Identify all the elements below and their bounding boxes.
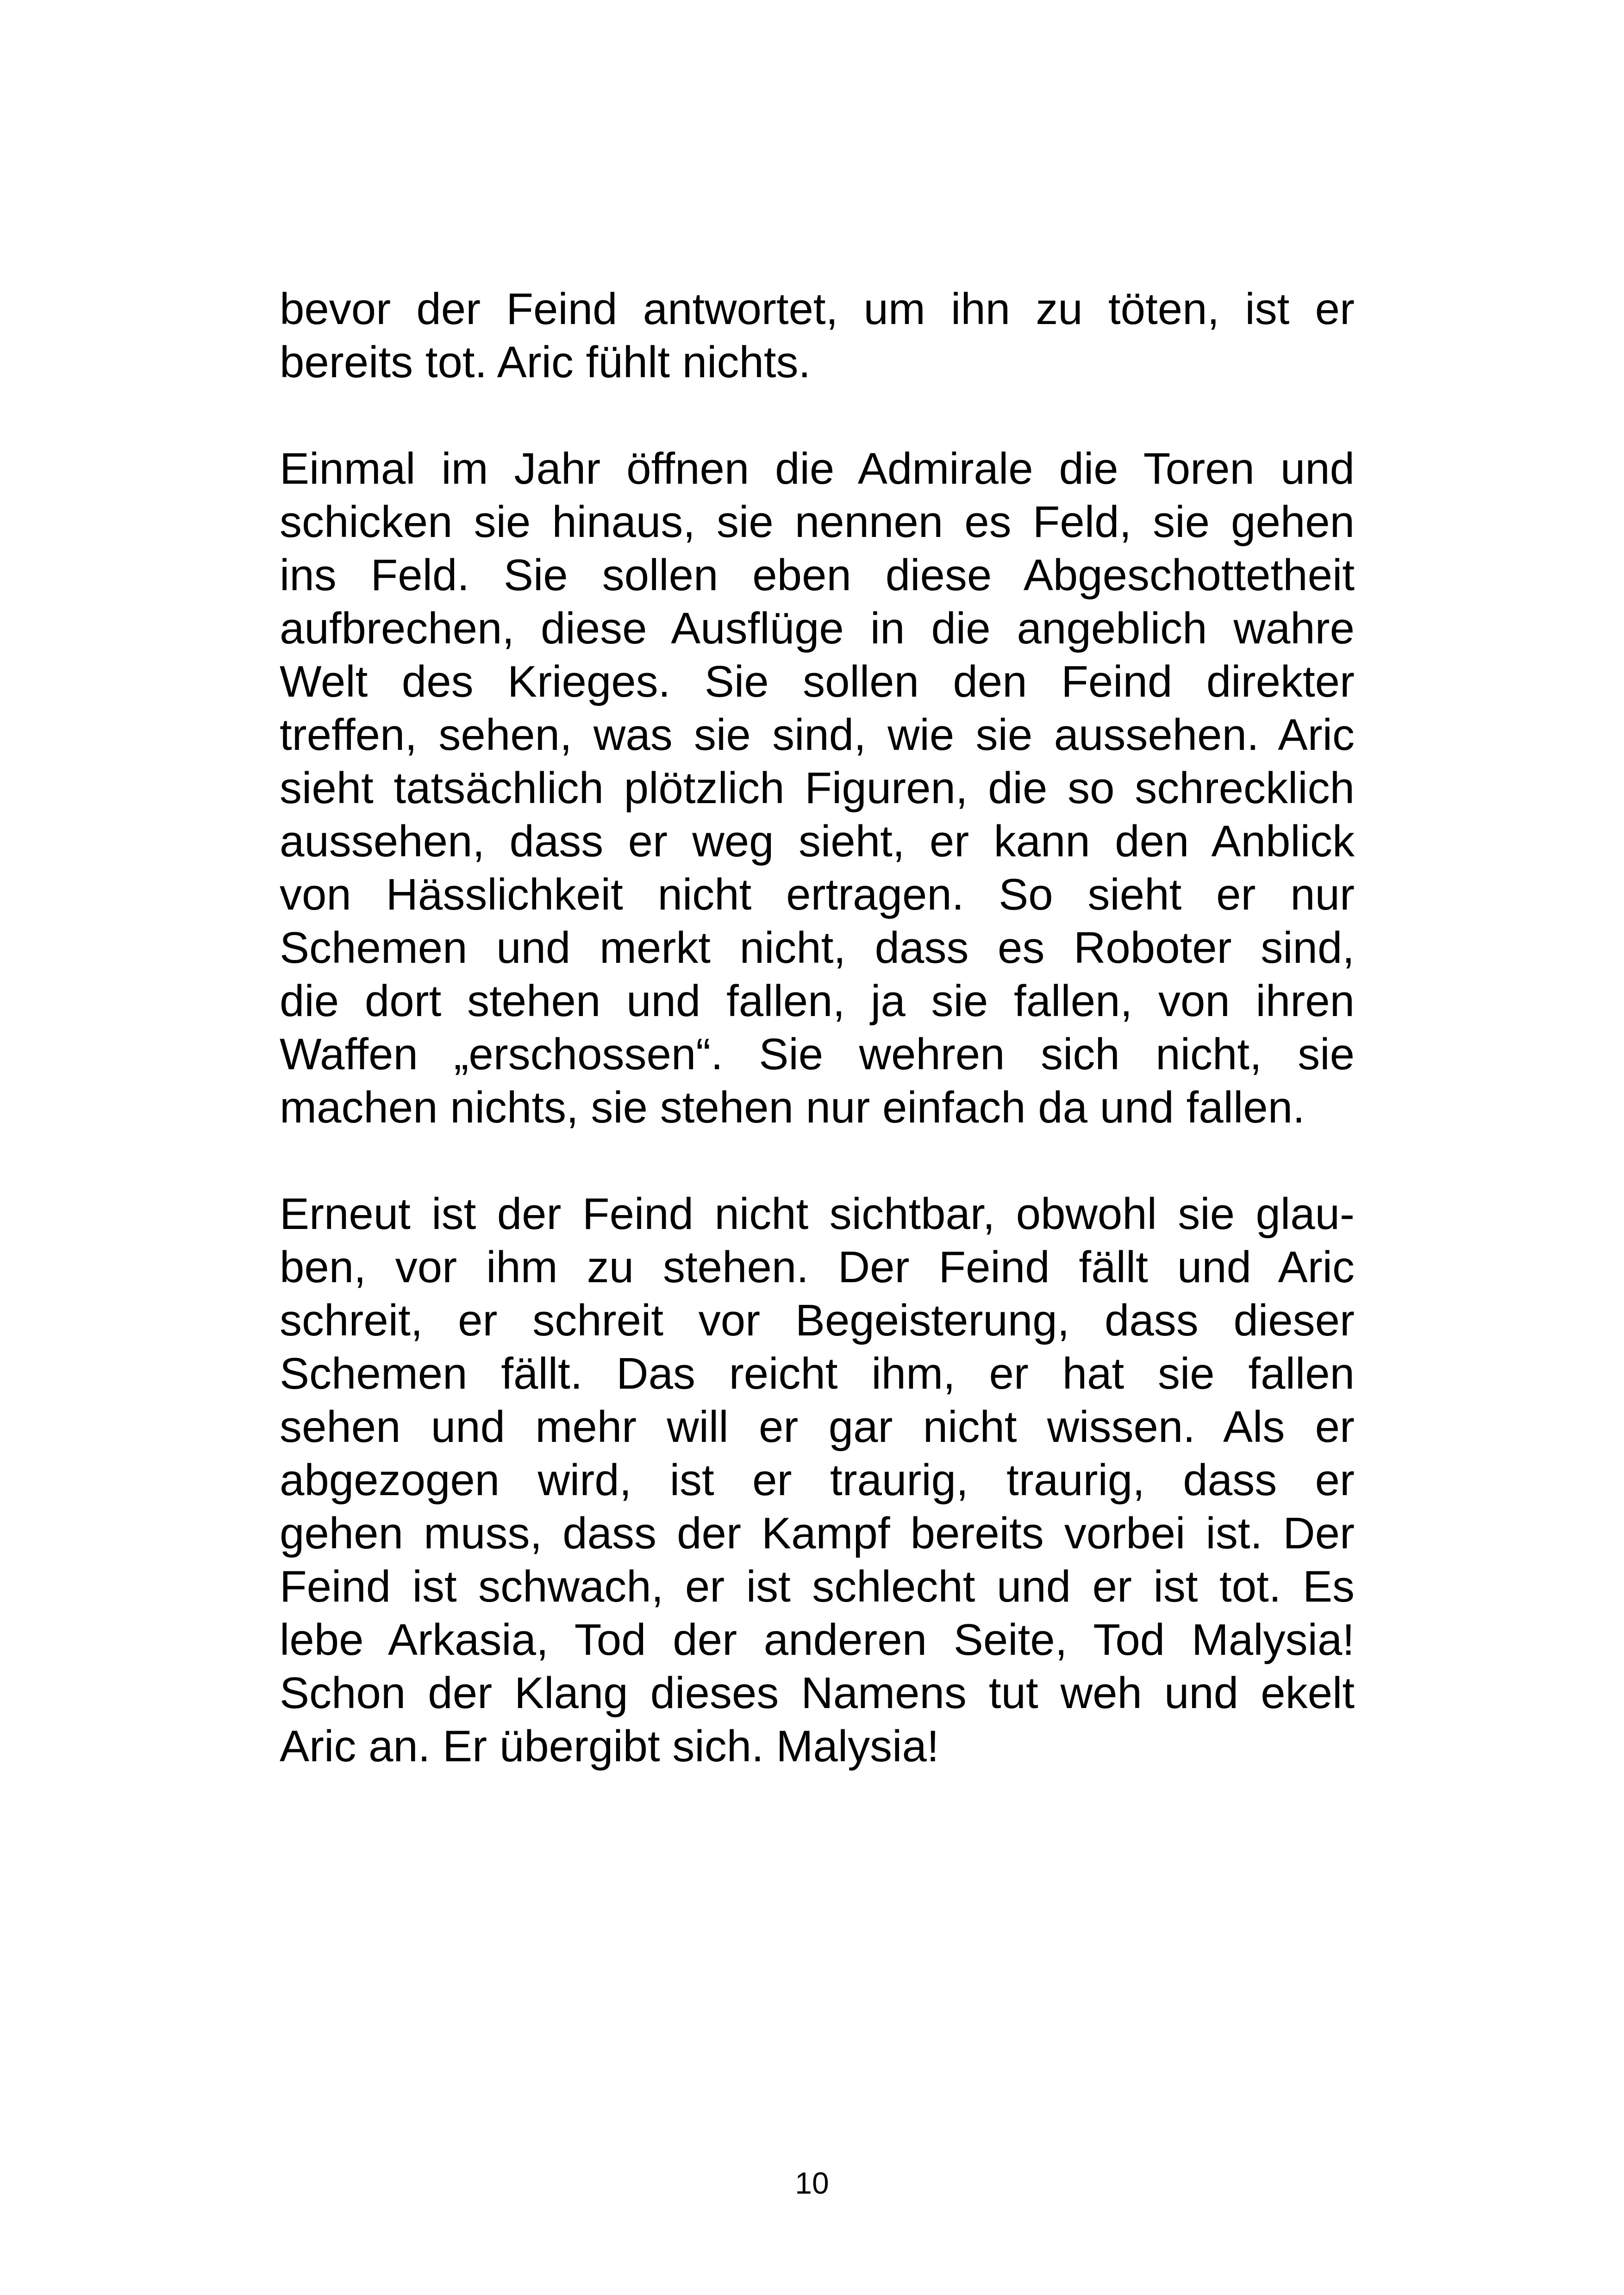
text-line: lebe Arkasia, Tod der anderen Seite, Tod Malysia! xyxy=(280,1615,1355,1665)
text-line: Einmal im Jahr öffnen die Admirale die Toren und xyxy=(280,444,1355,493)
paragraph-2 xyxy=(280,442,1355,1134)
text-line: von Hässlichkeit nicht ertragen. So sieht er nur xyxy=(280,870,1355,919)
text-line: ins Feld. Sie sollen eben diese Abgeschottetheit xyxy=(280,550,1355,600)
text-line: Waffen „erschossen“. Sie wehren sich nicht, sie xyxy=(280,1029,1355,1079)
text-line: treffen, sehen, was sie sind, wie sie aussehen. Aric xyxy=(280,710,1355,760)
text-line: schicken sie hinaus, sie nennen es Feld, sie gehen xyxy=(280,497,1355,547)
text-line: bereits tot. Aric fühlt nichts. xyxy=(280,337,811,387)
text-line: sehen und mehr will er gar nicht wissen. Als er xyxy=(280,1402,1355,1452)
text-line: Welt des Krieges. Sie sollen den Feind direkter xyxy=(280,657,1355,706)
paragraph-1 xyxy=(280,282,1355,389)
text-line: machen nichts, sie stehen nur einfach da und fallen. xyxy=(280,1083,1305,1132)
body-text xyxy=(280,282,1355,1773)
text-line: aufbrechen, diese Ausflüge in die angeblich wahre xyxy=(280,604,1355,653)
text-line: ben, vor ihm zu stehen. Der Feind fällt und Aric xyxy=(280,1242,1355,1292)
text-line: Schemen und merkt nicht, dass es Roboter sind, xyxy=(280,923,1355,973)
text-line: Schemen fällt. Das reicht ihm, er hat sie fallen xyxy=(280,1349,1355,1398)
text-line: Feind ist schwach, er ist schlecht und er ist tot. Es xyxy=(280,1562,1355,1611)
page-number: 10 xyxy=(795,2166,829,2200)
text-line: aussehen, dass er weg sieht, er kann den Anblick xyxy=(280,817,1355,866)
text-line: Aric an. Er übergibt sich. Malysia! xyxy=(280,1721,939,1771)
paragraph-3 xyxy=(280,1187,1355,1773)
text-line: bevor der Feind antwortet, um ihn zu töten, ist er xyxy=(280,284,1355,334)
text-line: gehen muss, dass der Kampf bereits vorbei ist. Der xyxy=(280,1509,1355,1558)
text-line: schreit, er schreit vor Begeisterung, dass dieser xyxy=(280,1296,1355,1345)
text-line: abgezogen wird, ist er traurig, traurig, dass er xyxy=(280,1455,1355,1505)
text-line: Schon der Klang dieses Namens tut weh und ekelt xyxy=(280,1668,1355,1718)
text-line: die dort stehen und fallen, ja sie fallen, von ihren xyxy=(280,976,1355,1026)
text-line: sieht tatsächlich plötzlich Figuren, die so schrecklich xyxy=(280,763,1355,813)
text-line: Erneut ist der Feind nicht sichtbar, obwohl sie glau- xyxy=(280,1189,1355,1239)
